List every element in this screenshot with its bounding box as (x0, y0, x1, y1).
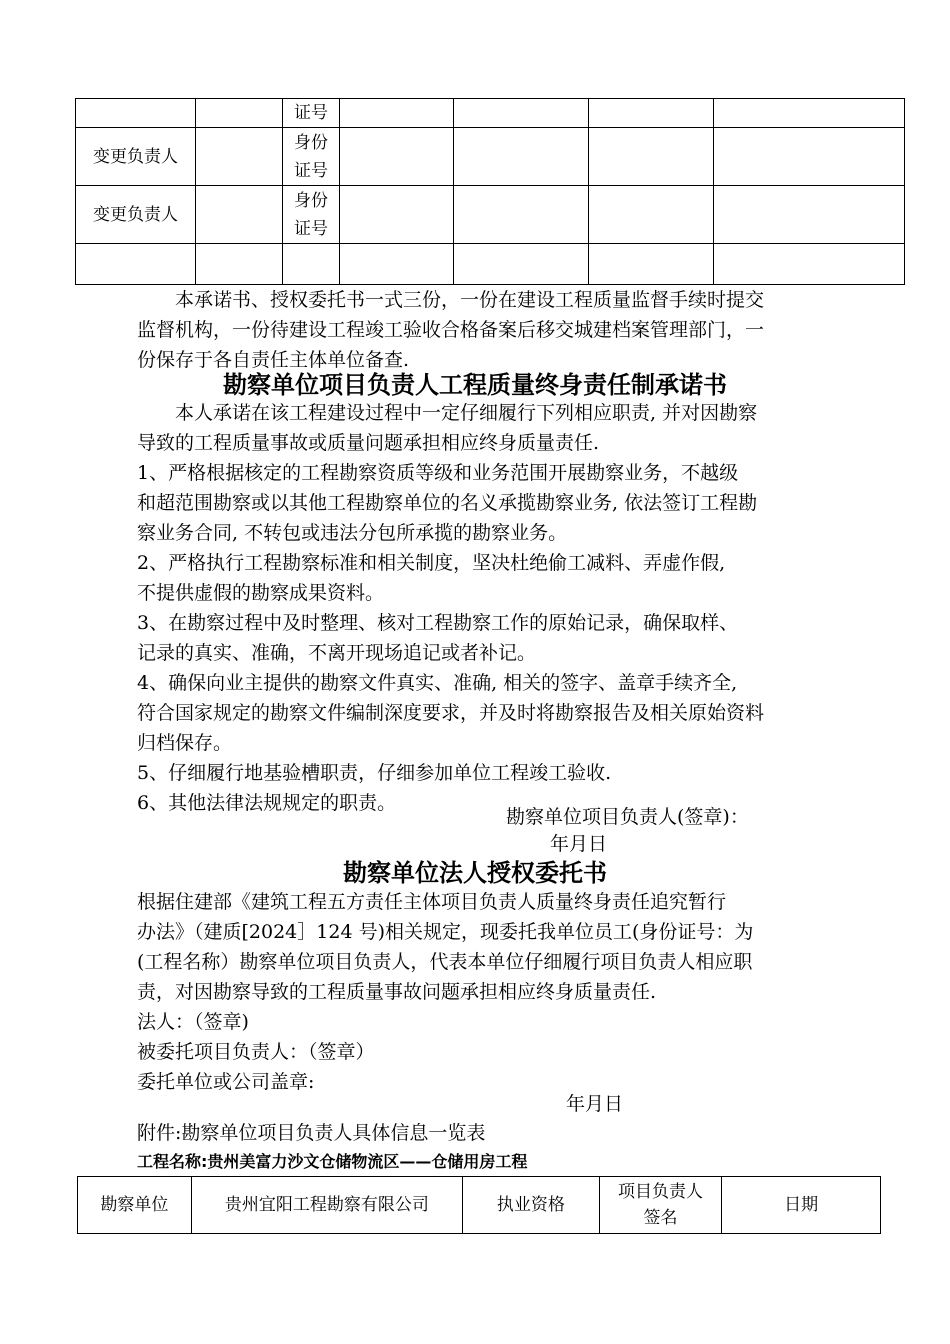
change-person-label: 变更负责人 (76, 186, 196, 244)
change-person-label: 变更负责人 (76, 128, 196, 186)
survey-leader-signature-line: 勘察单位项目负责人(签章)： (506, 806, 749, 828)
legal-person-signature: 法人：（签章) (137, 1011, 249, 1033)
pledge-heading: 勘察单位项目负责人工程质量终身责任制承诺书 (223, 371, 727, 399)
authorization-date: 年月日 (566, 1093, 624, 1115)
table-row (76, 186, 905, 244)
authorization-heading: 勘察单位法人授权委托书 (343, 859, 607, 887)
pledge-body: 本人承诺在该工程建设过程中一定仔细履行下列相应职责, 并对因勘察 导致的工程质量事故或质量问题承担相应终身质量责任. 1、严格根据核定的工程勘察资质等级和业务范围开展勘察业务，不越级 和超范围勘察或以其他工程勘察单位的名义承揽勘察业务, 依法签订工程勘 察业务合同, 不转包或违法分包所承揽的勘察业务。 2、严格执行工程勘察标准和相关制度，坚决杜绝偷工减料、弄虚作假, 不提供虚假的勘察成果资料。 3、在勘察过程中及时整理、核对工程勘察工作的原始记录，确保取样、 记录的真实、准确，不离开现场追记或者补记。 4、确保向业主提供的勘察文件真实、准确, 相关的签字、盖章手续齐全, 符合国家规定的勘察文件编制深度要求，并及时将勘察报告及相关原始资料 归档保存。 5、仔细履行地基验槽职责，仔细参加单位工程竣工验收. 6、其他法律法规规定的职责。 (137, 402, 765, 814)
survey-unit-info-table (77, 1176, 881, 1234)
entrusted-person-signature: 被委托项目负责人：（签章） (137, 1041, 375, 1063)
leader-signature-label: 项目负责人 签名 (599, 1177, 722, 1234)
id-number-label: 身份 证号 (283, 128, 340, 186)
id-number-label: 证号 (283, 99, 340, 128)
id-number-label: 身份 证号 (283, 186, 340, 244)
qualification-label: 执业资格 (463, 1177, 600, 1234)
date-label: 日期 (722, 1177, 881, 1234)
project-name: 工程名称:贵州美富力沙文仓储物流区——仓储用房工程 (137, 1152, 528, 1171)
authorization-body: 根据住建部《建筑工程五方责任主体项目负责人质量终身责任追究暂行 办法》（建质[2024］124 号)相关规定，现委托我单位员工(身份证号：为 (工程名称）勘察单位项目负责人，代表本单位仔细履行项目负责人相应职 责，对因勘察导致的工程质量事故问题承担相应终身质量责任. 法人：（签章) 被委托项目负责人：（签章） 委托单位或公司盖章: (137, 887, 817, 1097)
table-row (76, 99, 905, 128)
attachment-line: 附件:勘察单位项目负责人具体信息一览表 (137, 1122, 486, 1144)
table-row (76, 128, 905, 186)
company-seal-line: 委托单位或公司盖章: (137, 1071, 315, 1093)
table-row (76, 244, 905, 285)
responsible-person-table (75, 98, 905, 285)
copies-paragraph: 本承诺书、授权委托书一式三份，一份在建设工程质量监督手续时提交 监督机构，一份待建设工程竣工验收合格备案后移交城建档案管理部门，一 份保存于各自责任主体单位备查. (137, 289, 765, 371)
pledge-date: 年月日 (550, 833, 608, 855)
survey-unit-name: 贵州宜阳工程勘察有限公司 (191, 1177, 462, 1234)
table-row (78, 1177, 881, 1234)
survey-unit-label: 勘察单位 (78, 1177, 192, 1234)
